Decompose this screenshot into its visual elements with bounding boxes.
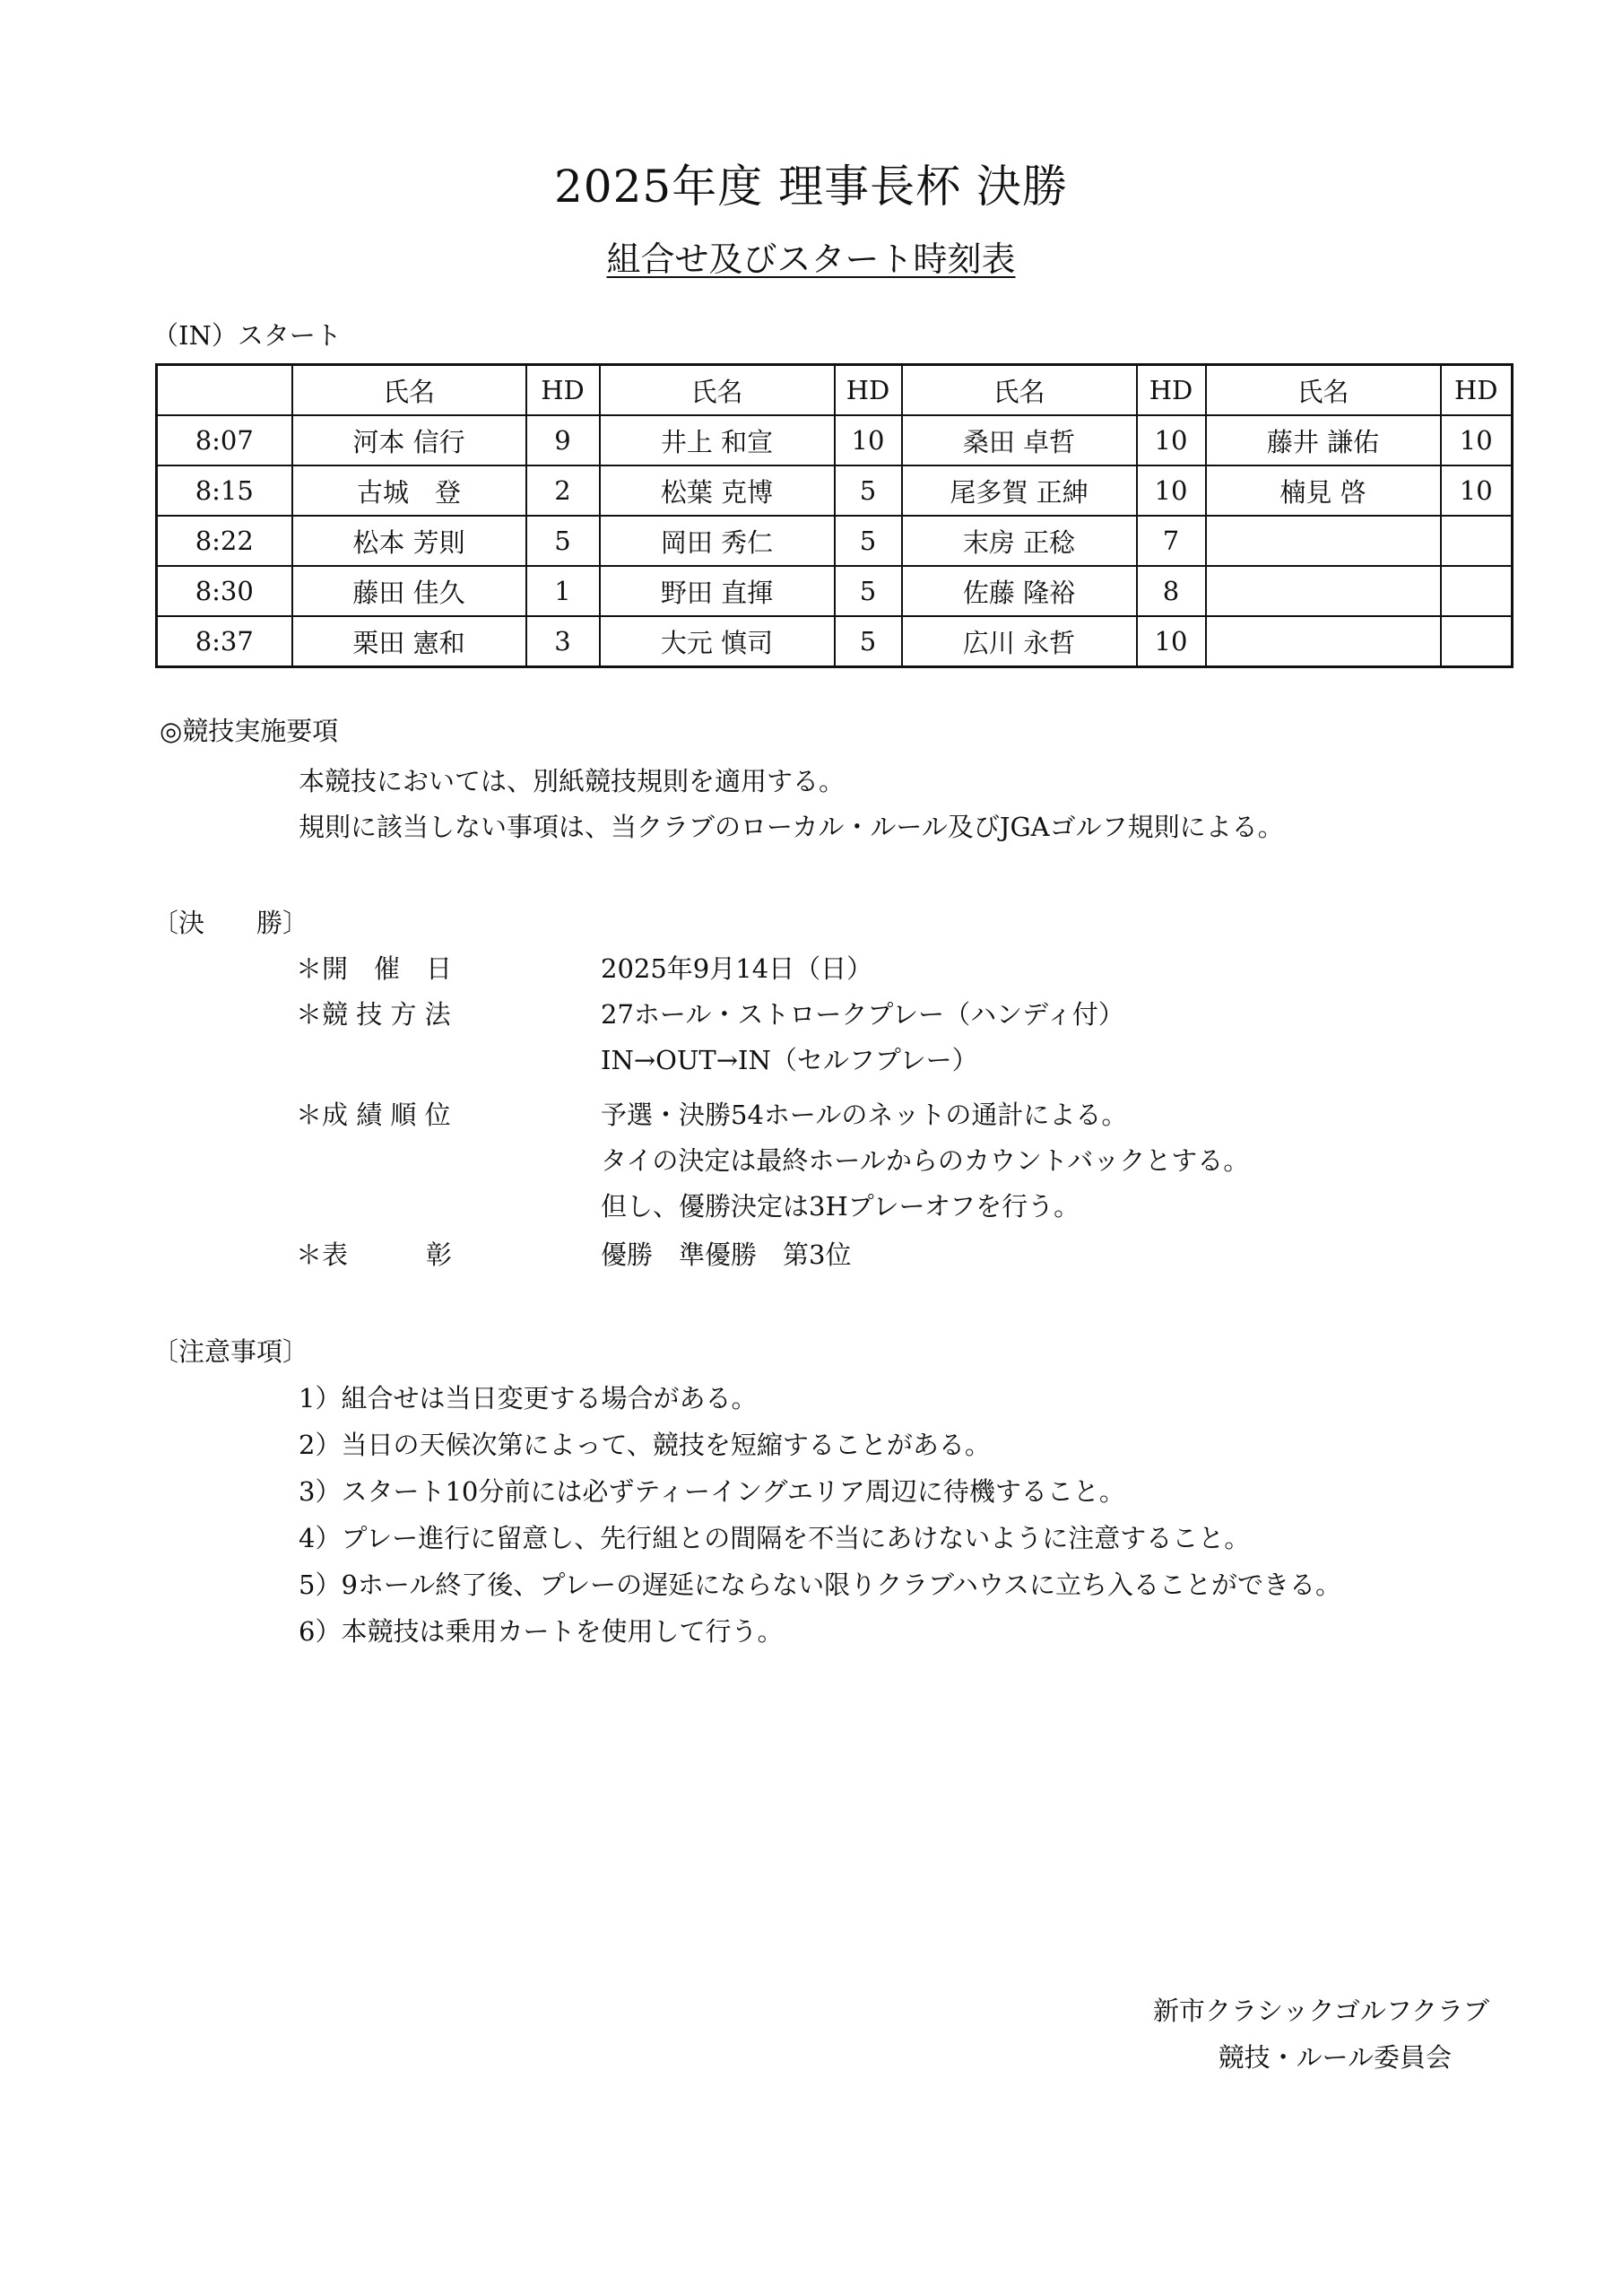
- rules-line: 本競技においては、別紙競技規則を適用する。: [299, 766, 846, 796]
- document-title: 2025年度 理事長杯 決勝: [553, 161, 1069, 213]
- start-time-cell: 8:37: [157, 616, 292, 667]
- header-cell: HD: [1137, 365, 1206, 416]
- handicap-cell: [1441, 566, 1513, 616]
- player-name-cell: [1206, 566, 1441, 616]
- header-cell: 氏名: [292, 365, 526, 416]
- table-row: [157, 415, 1513, 465]
- organizer-committee: 競技・ルール委員会: [1218, 2042, 1452, 2073]
- header-cell: HD: [526, 365, 600, 416]
- table-row: [157, 465, 1513, 516]
- handicap-cell: 10: [835, 415, 902, 465]
- final-item-label: ＊成 績 順 位: [296, 1100, 451, 1130]
- player-name-cell: 佐藤 隆裕: [902, 566, 1137, 616]
- player-name-cell: 藤井 謙佑: [1206, 415, 1441, 465]
- handicap-cell: 8: [1137, 566, 1206, 616]
- final-item-value: 但し、優勝決定は3Hプレーオフを行う。: [601, 1191, 1080, 1222]
- handicap-cell: 10: [1441, 415, 1513, 465]
- handicap-cell: 5: [835, 566, 902, 616]
- final-item-value: タイの決定は最終ホールからのカウントバックとする。: [601, 1145, 1250, 1176]
- final-heading: 〔決 勝〕: [152, 908, 309, 938]
- table-row: [157, 566, 1513, 616]
- handicap-cell: 7: [1137, 516, 1206, 566]
- table-row: [157, 516, 1513, 566]
- player-name-cell: [1206, 516, 1441, 566]
- player-name-cell: 栗田 憲和: [292, 616, 526, 667]
- note-item: 3）スタート10分前には必ずティーイングエリア周辺に待機すること。: [299, 1476, 1125, 1507]
- table-header-row: [157, 365, 1513, 416]
- player-name-cell: 井上 和宣: [600, 415, 835, 465]
- handicap-cell: 5: [835, 616, 902, 667]
- player-name-cell: 大元 慎司: [600, 616, 835, 667]
- start-time-cell: 8:30: [157, 566, 292, 616]
- player-name-cell: 藤田 佳久: [292, 566, 526, 616]
- player-name-cell: 楠見 啓: [1206, 465, 1441, 516]
- final-item-value: 予選・決勝54ホールのネットの通計による。: [601, 1100, 1128, 1130]
- rules-line: 規則に該当しない事項は、当クラブのローカル・ルール及びJGAゴルフ規則による。: [299, 812, 1284, 842]
- final-item-value: 優勝 準優勝 第3位: [601, 1239, 852, 1270]
- player-name-cell: 松葉 克博: [600, 465, 835, 516]
- player-name-cell: 松本 芳則: [292, 516, 526, 566]
- note-item: 5）9ホール終了後、プレーの遅延にならない限りクラブハウスに立ち入ることができる。: [299, 1570, 1341, 1600]
- header-cell: [157, 365, 292, 416]
- start-time-table: [155, 363, 1514, 668]
- handicap-cell: 5: [835, 465, 902, 516]
- final-item-label: ＊開 催 日: [296, 953, 453, 984]
- player-name-cell: 古城 登: [292, 465, 526, 516]
- start-time-cell: 8:15: [157, 465, 292, 516]
- player-name-cell: 末房 正稔: [902, 516, 1137, 566]
- final-item-value: 27ホール・ストロークプレー（ハンディ付）: [601, 999, 1124, 1030]
- player-name-cell: 野田 直揮: [600, 566, 835, 616]
- handicap-cell: 5: [835, 516, 902, 566]
- final-item-label: ＊競 技 方 法: [296, 999, 451, 1030]
- document-subtitle: [0, 231, 1622, 281]
- note-item: 2）当日の天候次第によって、競技を短縮することがある。: [299, 1430, 991, 1460]
- player-name-cell: [1206, 616, 1441, 667]
- final-item-label: ＊表 彰: [296, 1239, 453, 1270]
- player-name-cell: 岡田 秀仁: [600, 516, 835, 566]
- start-label: （IN）スタート: [152, 320, 342, 351]
- handicap-cell: 1: [526, 566, 600, 616]
- rules-heading: ◎競技実施要項: [160, 716, 339, 746]
- header-cell: HD: [1441, 365, 1513, 416]
- handicap-cell: 10: [1441, 465, 1513, 516]
- handicap-cell: 10: [1137, 616, 1206, 667]
- subtitle-text: 組合せ及びスタート時刻表: [606, 239, 1016, 279]
- handicap-cell: 3: [526, 616, 600, 667]
- start-time-cell: 8:07: [157, 415, 292, 465]
- handicap-cell: [1441, 516, 1513, 566]
- header-cell: 氏名: [600, 365, 835, 416]
- final-item-value: IN→OUT→IN（セルフプレー）: [601, 1045, 978, 1075]
- handicap-cell: 10: [1137, 415, 1206, 465]
- start-time-cell: 8:22: [157, 516, 292, 566]
- player-name-cell: 広川 永哲: [902, 616, 1137, 667]
- final-item-value: 2025年9月14日（日）: [601, 953, 873, 984]
- handicap-cell: 9: [526, 415, 600, 465]
- handicap-cell: 2: [526, 465, 600, 516]
- handicap-cell: [1441, 616, 1513, 667]
- header-cell: HD: [835, 365, 902, 416]
- player-name-cell: 河本 信行: [292, 415, 526, 465]
- player-name-cell: 尾多賀 正紳: [902, 465, 1137, 516]
- handicap-cell: 5: [526, 516, 600, 566]
- note-item: 1）組合せは当日変更する場合がある。: [299, 1383, 758, 1413]
- table-row: [157, 616, 1513, 667]
- note-item: 4）プレー進行に留意し、先行組との間隔を不当にあけないように注意すること。: [299, 1523, 1251, 1553]
- header-cell: 氏名: [1206, 365, 1441, 416]
- header-cell: 氏名: [902, 365, 1137, 416]
- notes-heading: 〔注意事項〕: [152, 1336, 309, 1367]
- handicap-cell: 10: [1137, 465, 1206, 516]
- player-name-cell: 桑田 卓哲: [902, 415, 1137, 465]
- organizer-club: 新市クラシックゴルフクラブ: [1153, 1996, 1489, 2026]
- note-item: 6）本競技は乗用カートを使用して行う。: [299, 1616, 784, 1647]
